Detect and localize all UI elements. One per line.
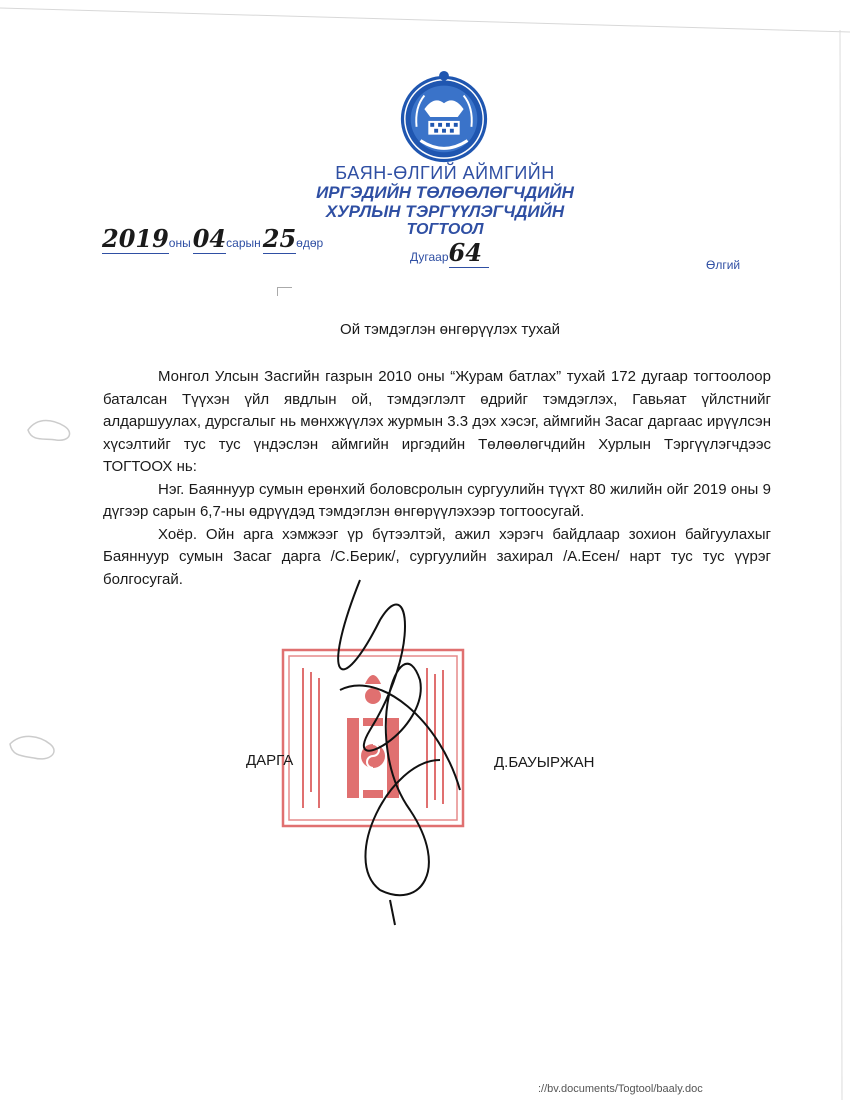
header-presidium-name: ХУРЛЫН ТЭРГҮҮЛЭГЧДИЙН [325,202,565,221]
place-name: Өлгий [706,258,741,272]
date-year: 2019 [102,224,169,253]
header-aimag-name: БАЯН-ӨЛГИЙ АЙМГИЙН [335,163,555,183]
document-subject: Ой тэмдэглэн өнгөрүүлэх тухай [340,321,560,338]
date-year-suffix: оны [168,236,191,250]
paragraph-preamble: Монгол Улсын Засгийн газрын 2010 оны “Журам батлах” тухай 172 дугаар тогтоолоор баталсан Түүхэн үйл явдлын ой, тэмдэглэлт өдрийг тэмдэглэх, Гавьяат үйлстнийг алдаршуулах, дурсгалыг нь мөнхжүүлэх журмын 3.3 дэх хэсэг, аймгийн Засаг даргаас ирүүлсэн хүсэлтийг тус тус үндэслэн аймгийн иргэдийн Төлөөлөгчдийн Хурлын Тэргүүлэгчдээс ТОГТООХ нь: [103,368,771,475]
signer-title: ДАРГА [246,752,294,769]
official-seal-stamp [281,648,465,828]
number-label: Дугаар [410,250,449,264]
number-value: 64 [449,238,489,268]
date-day-suffix: өдөр [296,236,324,250]
footer-file-path: ://bv.documents/Togtool/baaly.doc [538,1083,703,1095]
state-emblem-icon [395,68,493,166]
paper-smudge [24,412,80,446]
date-month-suffix: сарын [226,236,261,250]
header-doc-type: ТОГТООЛ [406,221,484,238]
header-council-name: ИРГЭДИЙН ТӨЛӨӨЛӨГЧДИЙН [316,183,574,202]
corner-tick [277,287,292,296]
date-month: 04 [192,224,227,253]
paragraph-two: Хоёр. Ойн арга хэмжээг үр бүтээлтэй, ажил хэрэгч байдлаар зохион байгуулахыг Баяннуур сумын Засаг дарга /С.Берик/, сургуулийн захирал /А.Есен/ нарт тус тус үүрэг болгосугай. [103,525,771,588]
document-number [410,238,489,268]
date-day: 25 [262,224,297,253]
paragraph-one: Нэг. Баяннуур сумын ерөнхий боловсролын сургуулийн түүхт 80 жилийн ойг 2019 оны 9 дүгээр сарын 6,7-ны өдрүүдэд тэмдэглэн өнгөрүүлэхээр тогтоосугай. [103,480,771,520]
paper-smudge [6,730,62,764]
signer-name: Д.БАУЫРЖАН [494,754,595,771]
document-body [103,366,771,591]
date-line [102,224,323,254]
